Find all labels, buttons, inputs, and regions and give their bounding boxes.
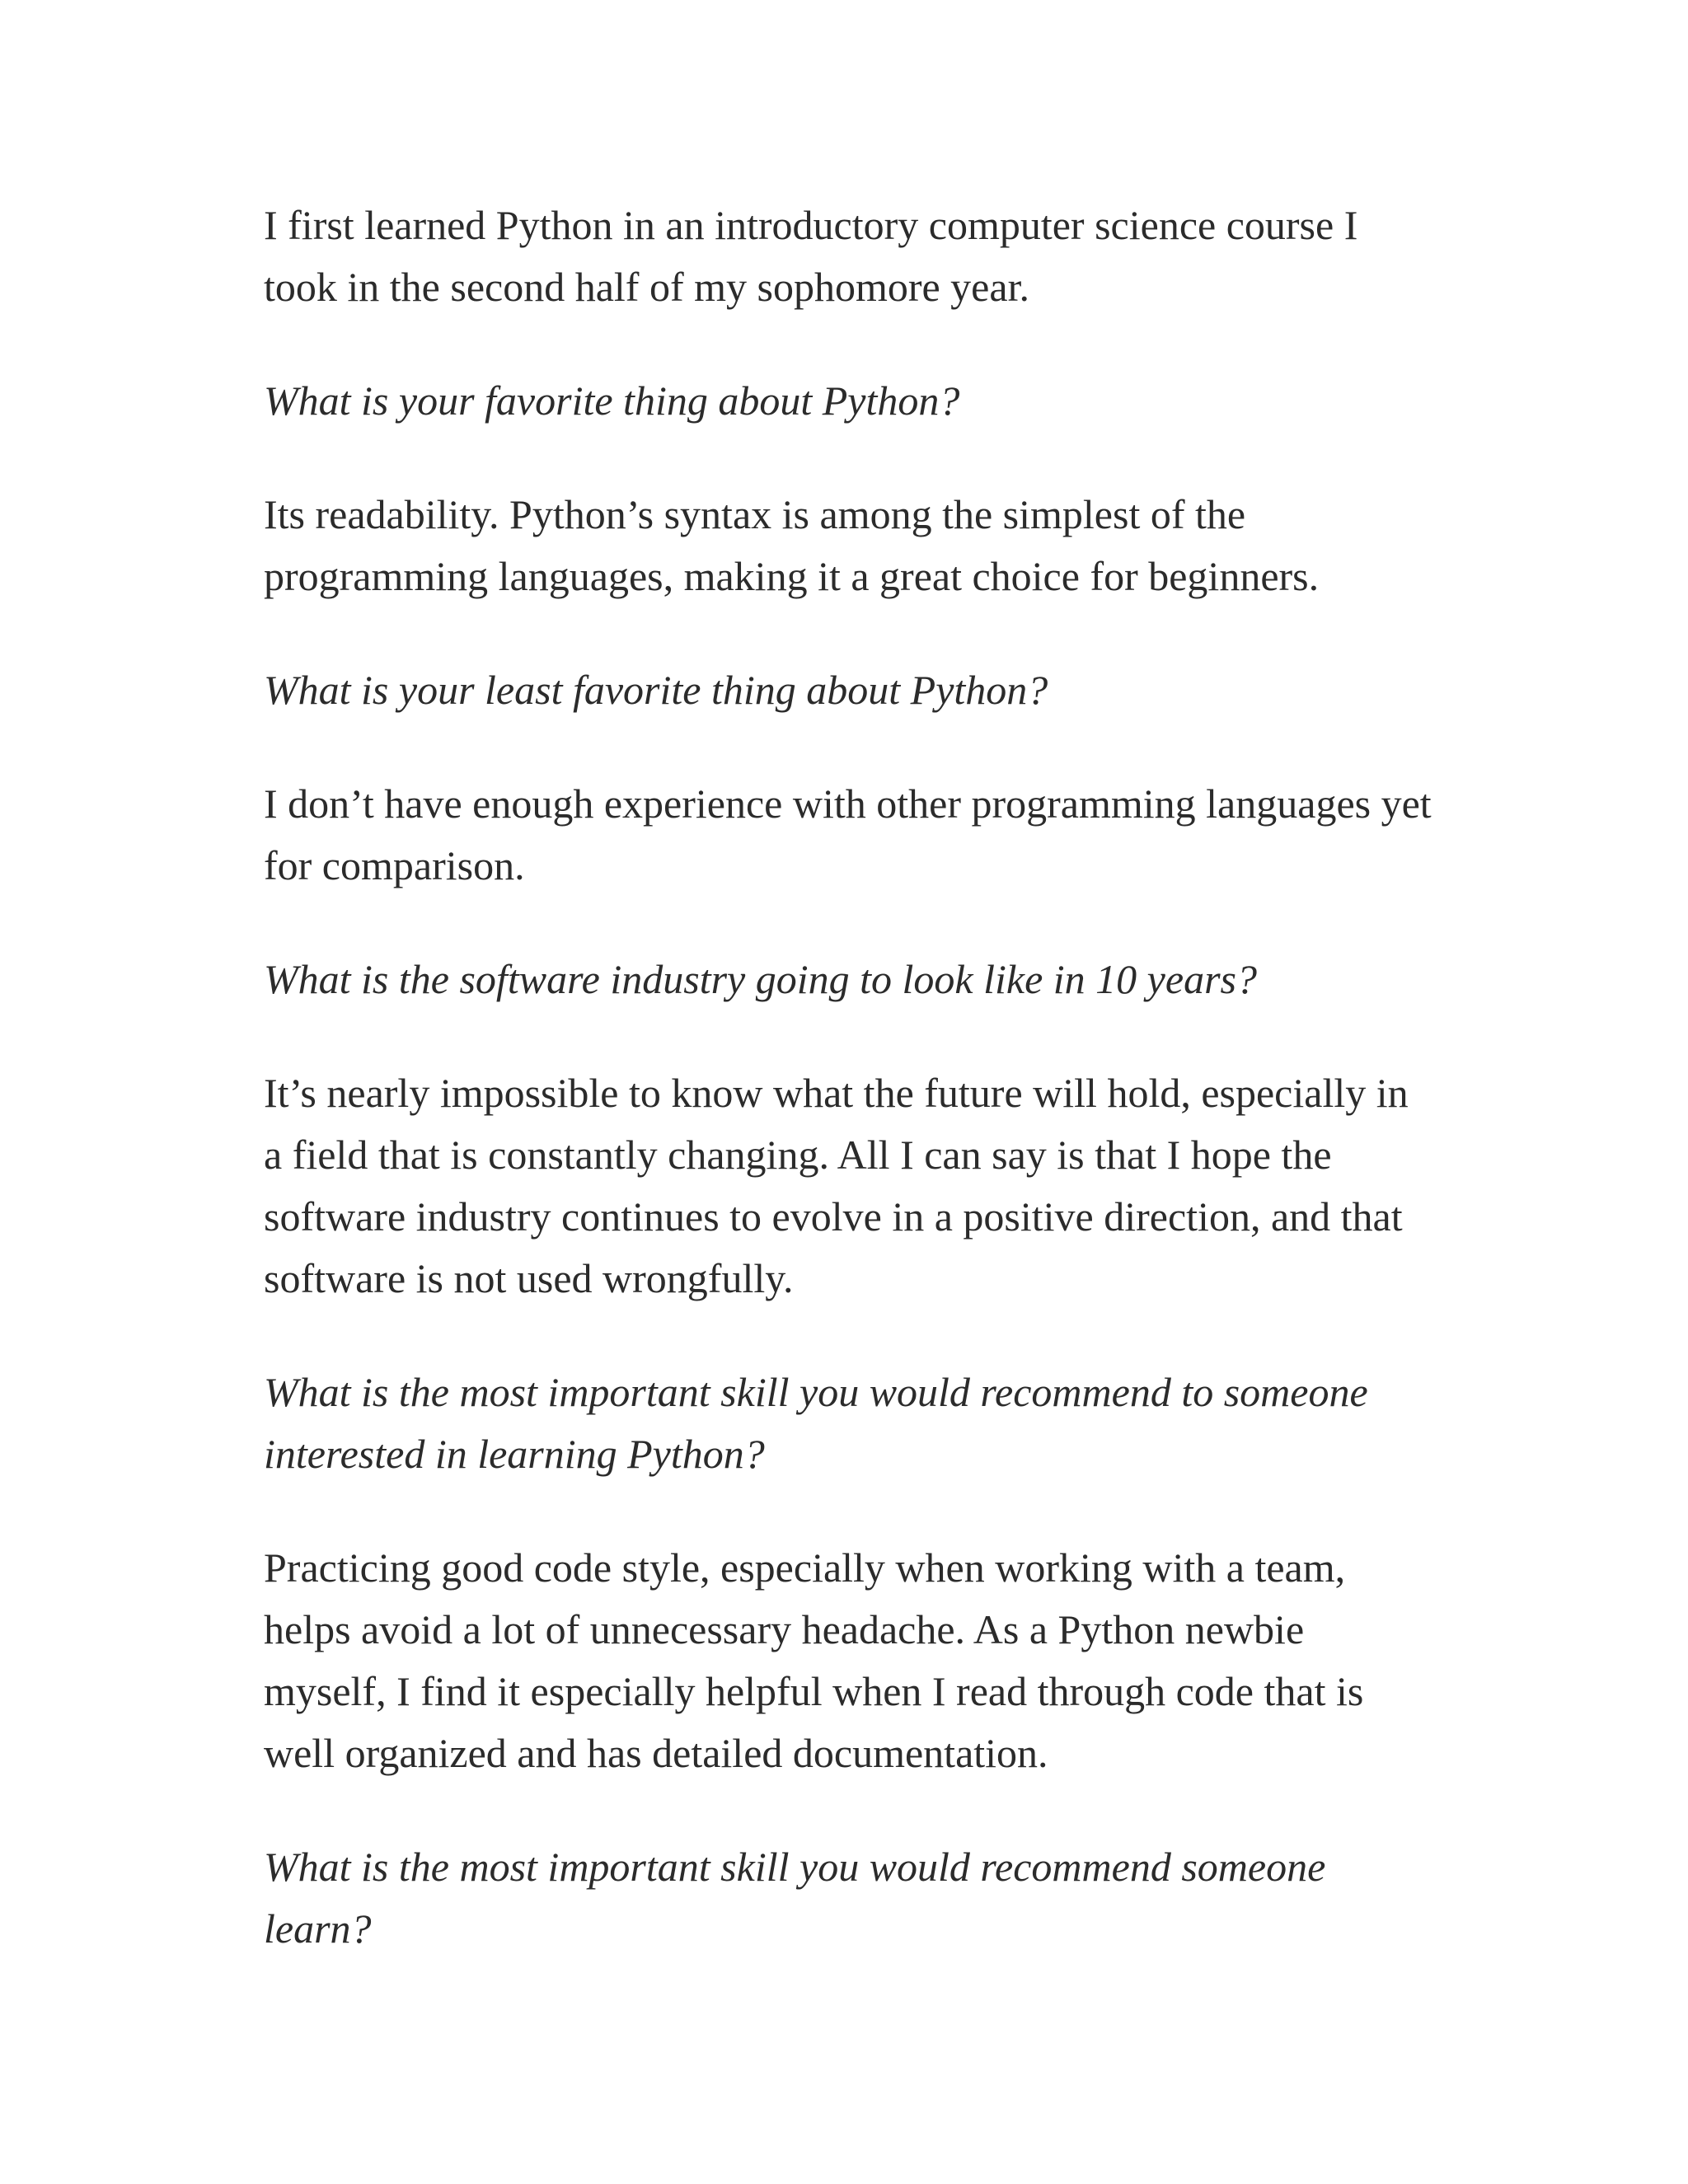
question-paragraph: What is the most important skill you would recommend someone learn?	[264, 1844, 1326, 1952]
answer-paragraph: It’s nearly impossible to know what the future will hold, especially in a field that is constantly changing. All I can say is that I hope the software industry continues to evolve in a positive direction, and that software is not used wrongfully.	[264, 1070, 1409, 1301]
article-body	[264, 194, 1434, 2012]
answer-paragraph: Its readability. Python’s syntax is among the simplest of the programming languages, making it a great choice for beginners.	[264, 491, 1320, 599]
question-paragraph: What is the software industry going to look like in 10 years?	[264, 956, 1257, 1002]
question-paragraph: What is the most important skill you would recommend to someone interested in learning Python?	[264, 1369, 1368, 1477]
question-paragraph: What is your favorite thing about Python?	[264, 377, 960, 424]
answer-paragraph: I first learned Python in an introductory computer science course I took in the second half of my sophomore year.	[264, 202, 1358, 310]
answer-paragraph: Practicing good code style, especially when working with a team, helps avoid a lot of unnecessary headache. As a Python newbie myself, I find it especially helpful when I read through code that is well organized and has detailed documentation.	[264, 1544, 1364, 1776]
question-paragraph: What is your least favorite thing about Python?	[264, 667, 1048, 713]
answer-paragraph: I don’t have enough experience with other programming languages yet for comparison.	[264, 780, 1432, 888]
